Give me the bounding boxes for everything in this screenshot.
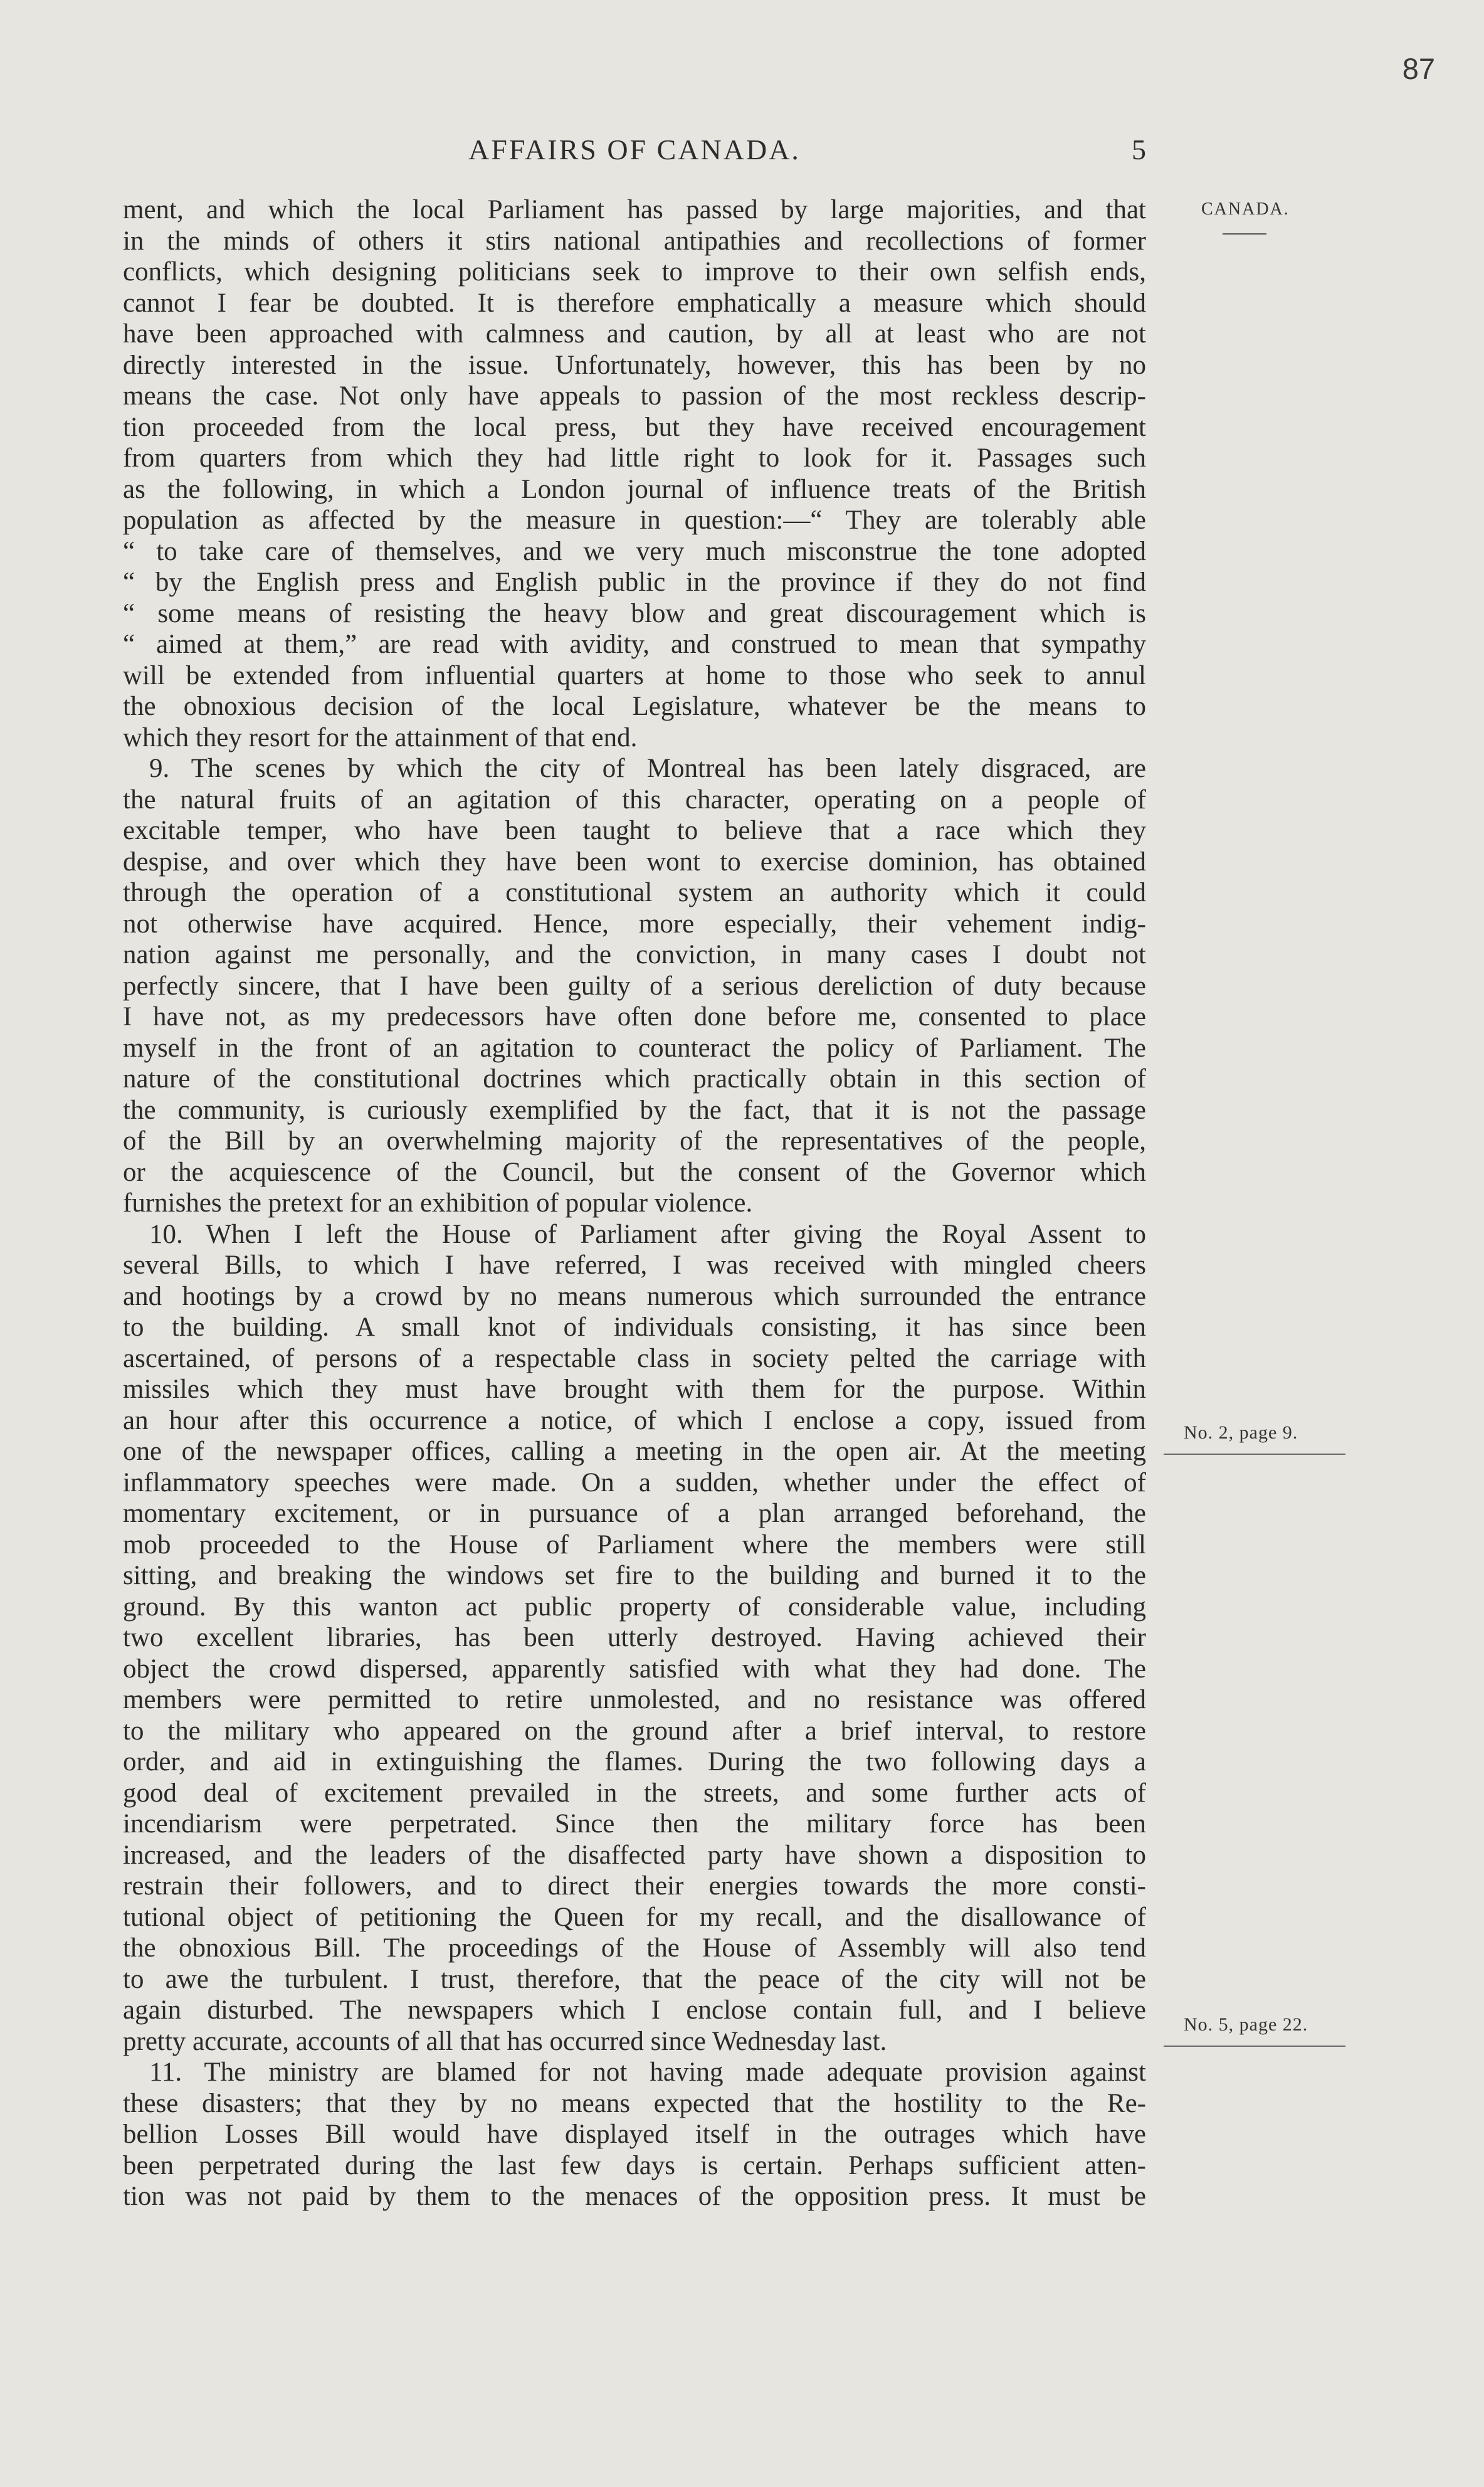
text-line: and hootings by a crowd by no means numerous which surrounded the entrance [123, 1281, 1146, 1311]
text-line: tion was not paid by them to the menaces of the opposition press. It must be [123, 2182, 1146, 2211]
text-line: in the minds of others it stirs national antipathies and recollections of former [123, 226, 1146, 256]
text-line: tutional object of petitioning the Queen for my recall, and the disallowance of [123, 1902, 1146, 1932]
text-line: one of the newspaper offices, calling a meeting in the open air. At the meeting [123, 1437, 1146, 1466]
text-line: two excellent libraries, has been utterly destroyed. Having achieved their [123, 1623, 1146, 1652]
text-line: nature of the constitutional doctrines which practically obtain in this section of [123, 1064, 1146, 1094]
text-line: which they resort for the attainment of that end. [123, 722, 638, 752]
text-line: have been approached with calmness and caution, by all at least who are not [123, 319, 1146, 349]
text-line: members were permitted to retire unmolested, and no resistance was offered [123, 1685, 1146, 1714]
text-line: cannot I fear be doubted. It is therefore emphatically a measure which should [123, 288, 1146, 318]
text-line: means the case. Not only have appeals to passion of the most reckless descrip- [123, 381, 1146, 411]
body-text [123, 194, 1146, 2212]
text-line: not otherwise have acquired. Hence, more especially, their vehement indig- [123, 909, 1146, 939]
margin-note-ref-no2: No. 2, page 9. [1184, 1422, 1298, 1443]
text-line: an hour after this occurrence a notice, of which I enclose a copy, issued from [123, 1405, 1146, 1435]
text-line: incendiarism were perpetrated. Since then the military force has been [123, 1809, 1146, 1839]
text-line: mob proceeded to the House of Parliament where the members were still [123, 1529, 1146, 1560]
text-line: furnishes the pretext for an exhibition of popular violence. [123, 1188, 753, 1218]
running-head [123, 133, 1146, 171]
text-line: “ to take care of themselves, and we very much misconstrue the tone adopted [123, 536, 1146, 566]
folio-number: 5 [1132, 134, 1146, 166]
text-line: ascertained, of persons of a respectable class in society pelted the carriage with [123, 1343, 1146, 1373]
text-line: good deal of excitement prevailed in the streets, and some further acts of [123, 1778, 1146, 1808]
text-line: to the building. A small knot of individuals consisting, it has since been [123, 1312, 1146, 1342]
text-line: the natural fruits of an agitation of this character, operating on a people of [123, 784, 1146, 815]
text-line: 10. When I left the House of Parliament after giving the Royal Assent to [149, 1219, 1146, 1249]
text-line: directly interested in the issue. Unfortunately, however, this has been by no [123, 350, 1146, 380]
text-line: 11. The ministry are blamed for not having made adequate provision against [149, 2057, 1146, 2087]
margin-note-canada: CANADA. [1201, 199, 1290, 219]
margin-rule-no2 [1164, 1454, 1345, 1455]
text-line: again disturbed. The newspapers which I enclose contain full, and I believe [123, 1995, 1146, 2025]
text-line: inflammatory speeches were made. On a sudden, whether under the effect of [123, 1467, 1146, 1497]
margin-rule-no5 [1164, 2046, 1345, 2047]
text-line: bellion Losses Bill would have displayed itself in the outrages which have [123, 2120, 1146, 2149]
text-line: to the military who appeared on the ground after a brief interval, to restore [123, 1716, 1146, 1746]
text-line: the obnoxious decision of the local Legislature, whatever be the means to [123, 692, 1146, 721]
text-line: excitable temper, who have been taught to believe that a race which they [123, 816, 1146, 845]
text-line: 9. The scenes by which the city of Montreal has been lately disgraced, are [149, 754, 1146, 783]
text-line: the community, is curiously exemplified by the fact, that it is not the passage [123, 1095, 1146, 1125]
text-line: despise, and over which they have been wont to exercise dominion, has obtained [123, 847, 1146, 877]
text-line: order, and aid in extinguishing the flames. During the two following days a [123, 1747, 1146, 1777]
text-line: object the crowd dispersed, apparently satisfied with what they had done. The [123, 1654, 1146, 1684]
text-line: the obnoxious Bill. The proceedings of the House of Assembly will also tend [123, 1933, 1146, 1963]
text-line: momentary excitement, or in pursuance of a plan arranged beforehand, the [123, 1499, 1146, 1528]
text-line: will be extended from influential quarters at home to those who seek to annul [123, 660, 1146, 690]
running-title: AFFAIRS OF CANADA. [468, 134, 801, 166]
margin-rule-canada [1223, 233, 1266, 235]
text-line: perfectly sincere, that I have been guilty of a serious dereliction of duty because [123, 971, 1146, 1001]
text-line: as the following, in which a London journal of influence treats of the British [123, 474, 1146, 504]
text-line: of the Bill by an overwhelming majority of the representatives of the people, [123, 1126, 1146, 1156]
text-line: been perpetrated during the last few days is certain. Perhaps sufficient atten- [123, 2150, 1146, 2180]
text-line: “ by the English press and English public in the province if they do not find [123, 568, 1146, 597]
text-line: missiles which they must have brought with them for the purpose. Within [123, 1375, 1146, 1404]
text-line: tion proceeded from the local press, but they have received encouragement [123, 412, 1146, 442]
text-line: several Bills, to which I have referred, I was received with mingled cheers [123, 1250, 1146, 1280]
text-line: population as affected by the measure in question:—“ They are tolerably able [123, 505, 1146, 535]
text-line: sitting, and breaking the windows set fire to the building and burned it to the [123, 1561, 1146, 1590]
text-line: restrain their followers, and to direct their energies towards the more consti- [123, 1871, 1146, 1901]
margin-note-ref-no5: No. 5, page 22. [1184, 2014, 1308, 2035]
page-number: 87 [1402, 52, 1435, 85]
text-line: through the operation of a constitutional system an authority which it could [123, 878, 1146, 907]
text-line: to awe the turbulent. I trust, therefore, that the peace of the city will not be [123, 1964, 1146, 1994]
text-line: nation against me personally, and the conviction, in many cases I doubt not [123, 940, 1146, 969]
text-line: these disasters; that they by no means expected that the hostility to the Re- [123, 2088, 1146, 2118]
text-line: ground. By this wanton act public property of considerable value, including [123, 1592, 1146, 1622]
text-line: myself in the front of an agitation to counteract the policy of Parliament. The [123, 1033, 1146, 1063]
text-line: from quarters from which they had little right to look for it. Passages such [123, 443, 1146, 473]
text-line: “ aimed at them,” are read with avidity, and construed to mean that sympathy [123, 630, 1146, 659]
text-line: conflicts, which designing politicians seek to improve to their own selfish ends, [123, 257, 1146, 287]
text-line: or the acquiescence of the Council, but the consent of the Governor which [123, 1157, 1146, 1187]
text-line: increased, and the leaders of the disaffected party have shown a disposition to [123, 1840, 1146, 1870]
text-line: “ some means of resisting the heavy blow and great discouragement which is [123, 598, 1146, 628]
text-line: ment, and which the local Parliament has passed by large majorities, and that [123, 195, 1146, 224]
text-line: I have not, as my predecessors have often done before me, consented to place [123, 1002, 1146, 1032]
text-line: pretty accurate, accounts of all that has occurred since Wednesday last. [123, 2026, 887, 2056]
